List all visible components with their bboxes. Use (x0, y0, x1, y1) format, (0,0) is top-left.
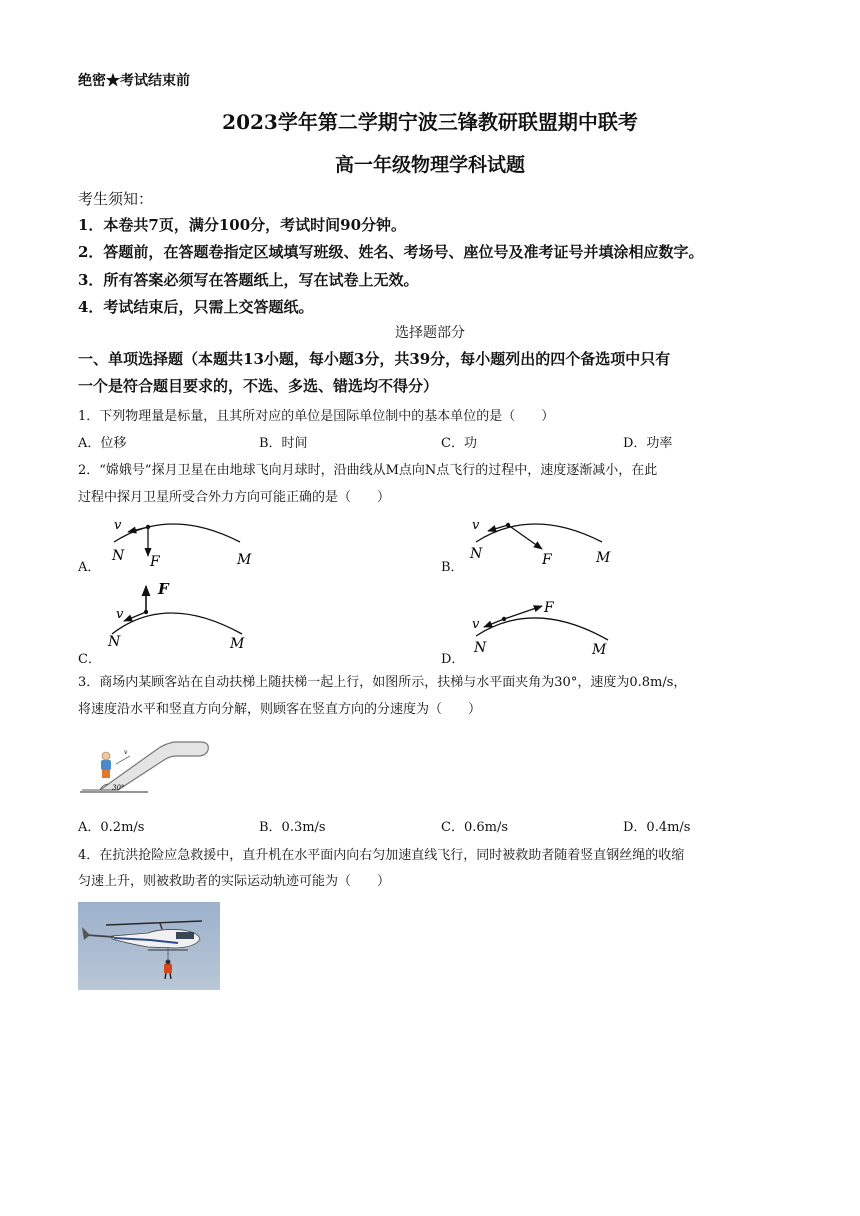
label-M: M (237, 552, 252, 568)
label-F: F (150, 554, 160, 570)
label-v: v (472, 617, 480, 632)
label-F: F (544, 600, 554, 616)
q1-option-c: C．功 (441, 436, 477, 451)
q2-figure-d (462, 594, 632, 658)
q2-option-d-label: D． (441, 652, 465, 667)
q1-option-a: A．位移 (78, 436, 127, 451)
velocity-label: v (124, 749, 128, 756)
notice-item: 3．所有答案必须写在答题纸上，写在试卷上无效。 (78, 271, 419, 289)
q2-option-b-label: B． (441, 560, 464, 575)
notice-heading: 考生须知： (78, 190, 154, 208)
question-4-line2: 匀速上升，则被救助者的实际运动轨迹可能为（ ） (78, 874, 391, 889)
section-instruction: 一个是符合题目要求的，不选、多选、错选均不得分） (78, 377, 439, 395)
confidential-mark: 绝密★考试结束前 (78, 73, 190, 89)
q3-option-d: D．0.4m/s (623, 820, 691, 835)
helicopter-rescue-photo (78, 902, 220, 990)
notice-item: 2．答题前，在答题卷指定区域填写班级、姓名、考场号、座位号及准考证号并填涂相应数字。 (78, 243, 704, 261)
question-1-stem: 1．下列物理量是标量，且其所对应的单位是国际单位制中的基本单位的是（ ） (78, 409, 555, 424)
label-F: F (542, 552, 552, 568)
q3-option-a: A．0.2m/s (78, 820, 145, 835)
question-2-line2: 过程中探月卫星所受合外力方向可能正确的是（ ） (78, 490, 391, 505)
label-F: F (158, 580, 169, 598)
q1-option-b: B．时间 (259, 436, 308, 451)
escalator-figure (78, 728, 212, 798)
question-3-line2: 将速度沿水平和竖直方向分解，则顾客在竖直方向的分速度为（ ） (78, 702, 482, 717)
label-N: N (108, 634, 121, 650)
label-N: N (112, 548, 125, 564)
angle-label: 30° (112, 784, 125, 792)
label-v: v (114, 518, 122, 533)
question-3-line1: 3．商场内某顾客站在自动扶梯上随扶梯一起上行，如图所示，扶梯与水平面夹角为30°，速度为0.8m/s， (78, 675, 687, 690)
label-v: v (472, 518, 480, 533)
exam-subtitle: 高一年级物理学科试题 (334, 154, 525, 176)
customer-head (102, 752, 110, 760)
label-N: N (470, 546, 483, 562)
question-2-line1: 2．“嫦娥号”探月卫星在由地球飞向月球时，沿曲线从M点向N点飞行的过程中，速度逐渐减小，在此 (78, 463, 658, 478)
q2-figure-b (462, 512, 632, 572)
question-4-line1: 4．在抗洪抢险应急救援中，直升机在水平面内向右匀加速直线飞行，同时被救助者随着竖直钢丝绳的收缩 (78, 848, 685, 863)
customer-legs (102, 770, 110, 778)
notice-item: 1．本卷共7页，满分100分，考试时间90分钟。 (78, 216, 407, 234)
label-M: M (592, 642, 607, 658)
q2-option-a-label: A． (78, 560, 101, 575)
label-M: M (596, 550, 611, 566)
q2-figure-a (100, 512, 270, 572)
section-title: 选择题部分 (395, 325, 465, 341)
q3-option-c: C．0.6m/s (441, 820, 508, 835)
label-v: v (116, 607, 124, 622)
section-instruction: 一、单项选择题（本题共13小题，每小题3分，共39分，每小题列出的四个备选项中只有 (78, 350, 671, 368)
exam-title: 2023学年第二学期宁波三锋教研联盟期中联考 (222, 110, 638, 134)
notice-item: 4．考试结束后，只需上交答题纸。 (78, 298, 314, 316)
q2-option-c-label: C． (78, 652, 101, 667)
label-M: M (230, 636, 245, 652)
q3-option-b: B．0.3m/s (259, 820, 326, 835)
rescued-person (164, 964, 172, 973)
label-N: N (474, 640, 487, 656)
customer-body (101, 760, 111, 770)
q2-figure-c (100, 574, 270, 654)
q1-option-d: D．功率 (623, 436, 673, 451)
